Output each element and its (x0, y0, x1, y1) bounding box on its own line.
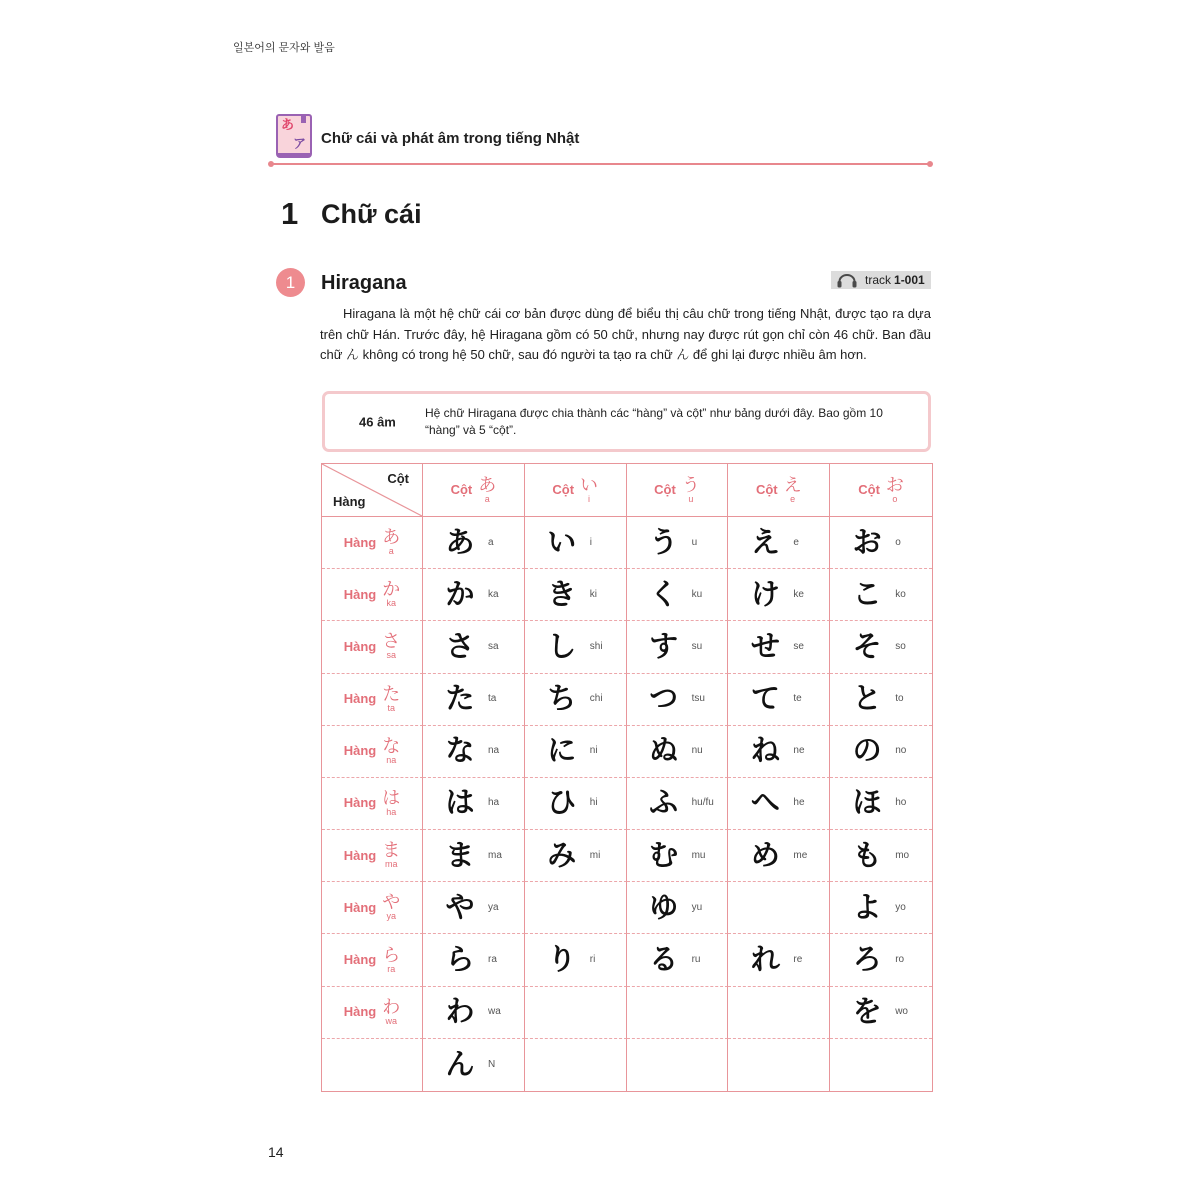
column-header-o (830, 464, 932, 517)
row-kana: か (382, 579, 401, 600)
romaji-label: ha (488, 797, 500, 809)
romaji-label: me (793, 849, 808, 861)
row-header-empty (322, 1039, 423, 1091)
kana-cell-ru (627, 934, 729, 986)
kana-glyph: え (750, 526, 780, 559)
row-kana: あ (382, 527, 401, 548)
column-header-a (423, 464, 525, 517)
romaji-label: se (793, 640, 804, 652)
empty-cell (728, 987, 830, 1039)
row-label: Hàng (343, 743, 377, 759)
kana-cell-shi (525, 621, 627, 673)
romaji-label: ki (589, 588, 598, 600)
romaji-label: ru (691, 954, 701, 966)
table-corner-cell (322, 464, 423, 517)
kana-glyph: も (852, 839, 882, 872)
kana-glyph: ろ (852, 944, 882, 977)
romaji-label: nu (691, 745, 703, 757)
romaji-label: ma (488, 849, 502, 861)
kana-glyph: や (445, 891, 475, 924)
romaji-label: ko (895, 588, 906, 600)
kana-cell-na (423, 726, 525, 778)
info-box-text: Hệ chữ Hiragana được chia thành các “hàng” và cột” như bảng dưới đây. Bao gồm 10 “hàng” và 5 “cột”. (425, 405, 883, 437)
track-code: 1-001 (894, 273, 925, 287)
row-label: Hàng (343, 638, 377, 654)
kana-cell-su (627, 621, 729, 673)
kana-cell-ra (423, 934, 525, 986)
column-romaji: i (588, 493, 591, 504)
kana-glyph: へ (750, 787, 780, 820)
row-romaji: ra (387, 963, 396, 974)
romaji-label: ro (895, 954, 905, 966)
romaji-label: yu (691, 901, 703, 913)
kana-cell-N (423, 1039, 525, 1091)
kana-glyph: わ (445, 996, 475, 1029)
column-romaji: u (688, 493, 694, 504)
romaji-label: ku (691, 588, 703, 600)
row-header-wa (322, 987, 423, 1039)
column-header-u (627, 464, 729, 517)
info-box (322, 391, 931, 452)
row-label: Hàng (343, 795, 377, 811)
kana-cell-o (830, 517, 932, 569)
kana-cell-te (728, 674, 830, 726)
kana-glyph: お (852, 526, 882, 559)
bookmark-ribbon (301, 114, 306, 123)
kana-glyph: ゆ (649, 891, 679, 924)
kana-cell-he (728, 778, 830, 830)
column-romaji: a (484, 493, 490, 504)
kana-cell-ku (627, 569, 729, 621)
romaji-label: mi (589, 849, 601, 861)
kana-cell-ne (728, 726, 830, 778)
divider-dot-right (927, 161, 933, 167)
row-kana: や (382, 892, 401, 913)
column-kana: い (580, 474, 599, 495)
row-label: Hàng (343, 952, 377, 968)
kana-glyph: ん (445, 1048, 475, 1081)
kana-cell-wa (423, 987, 525, 1039)
row-label: Hàng (343, 1004, 377, 1020)
kana-cell-ya (423, 882, 525, 934)
corner-row-label: Hàng (333, 494, 366, 509)
kana-cell-wo (830, 987, 932, 1039)
row-kana-stack (382, 787, 401, 817)
column-kana-stack (478, 474, 497, 504)
kana-cell-re (728, 934, 830, 986)
column-label: Cột (552, 482, 575, 497)
column-romaji: o (892, 493, 898, 504)
kana-cell-se (728, 621, 830, 673)
kana-glyph: そ (852, 630, 882, 663)
kana-glyph: め (750, 839, 780, 872)
row-kana-stack (382, 996, 401, 1026)
romaji-label: yo (895, 901, 906, 913)
romaji-label: he (793, 797, 805, 809)
section-divider (270, 163, 931, 165)
row-header-a (322, 517, 423, 569)
kana-glyph: ね (750, 735, 780, 768)
romaji-label: mo (895, 849, 910, 861)
row-header-ya (322, 882, 423, 934)
kana-glyph: れ (750, 944, 780, 977)
romaji-label: ta (488, 693, 497, 705)
audio-track-badge[interactable] (831, 271, 931, 289)
romaji-label: wo (895, 1006, 908, 1018)
empty-cell (627, 1039, 729, 1091)
chapter-title: Chữ cái (321, 199, 422, 229)
info-box-label: 46 âm (359, 414, 396, 429)
kana-cell-sa (423, 621, 525, 673)
row-kana: ら (382, 944, 401, 965)
romaji-label: wa (488, 1006, 501, 1018)
row-kana: わ (382, 996, 401, 1017)
romaji-label: re (793, 954, 803, 966)
kana-glyph: し (547, 630, 577, 663)
intro-paragraph: Hiragana là một hệ chữ cái cơ bản được dùng để biểu thị câu chữ trong tiếng Nhật, được tạo ra dựa trên chữ Hán. Trước đây, hệ Hiragana gồm có 50 chữ, nhưng nay được rút gọn chỉ còn 46 chữ. Ban đầu chữ ん không có trong hệ 50 chữ, sau đó người ta tạo ra chữ ん để ghi lại được nhiều âm hơn. (320, 306, 931, 362)
kana-glyph: う (649, 526, 679, 559)
kana-glyph: つ (649, 683, 679, 716)
row-kana-stack (382, 944, 401, 974)
divider-dot-left (268, 161, 274, 167)
kana-glyph: こ (852, 578, 882, 611)
row-romaji: ta (387, 702, 395, 713)
subsection-number-badge: 1 (276, 268, 305, 297)
column-label: Cột (654, 482, 676, 497)
running-header: 일본어의 문자와 발음 (233, 42, 335, 54)
column-kana: う (681, 474, 700, 495)
row-kana: は (382, 787, 401, 808)
column-kana: あ (478, 474, 497, 495)
kana-cell-a (423, 517, 525, 569)
row-label: Hàng (343, 847, 377, 863)
kana-cell-mu (627, 830, 729, 882)
kana-cell-to (830, 674, 932, 726)
row-header-na (322, 726, 423, 778)
row-romaji: sa (386, 650, 396, 661)
page-number: 14 (268, 1144, 284, 1160)
kana-cell-u (627, 517, 729, 569)
kana-glyph: た (445, 683, 475, 716)
kana-glyph: ぬ (649, 735, 679, 768)
romaji-label: chi (589, 693, 603, 705)
kana-glyph: ま (445, 839, 475, 872)
row-label: Hàng (343, 691, 377, 707)
empty-cell (830, 1039, 932, 1091)
column-kana-stack (885, 474, 904, 504)
row-kana: さ (382, 631, 401, 652)
romaji-label: tsu (691, 693, 705, 705)
kana-cell-yo (830, 882, 932, 934)
kana-glyph: ら (445, 944, 475, 977)
kana-glyph: る (649, 944, 679, 977)
column-label: Cột (858, 482, 880, 497)
row-header-ha (322, 778, 423, 830)
kana-glyph: ふ (649, 787, 679, 820)
romaji-label: ra (488, 954, 497, 966)
chapter-number: 1 (281, 196, 299, 231)
kana-glyph: せ (750, 630, 780, 663)
kana-cell-ki (525, 569, 627, 621)
romaji-label: N (488, 1058, 496, 1070)
romaji-label: mu (691, 849, 706, 861)
romaji-label: to (895, 693, 904, 705)
kana-glyph: ひ (547, 787, 577, 820)
kana-cell-so (830, 621, 932, 673)
kana-glyph: さ (445, 630, 475, 663)
kana-glyph: ち (547, 683, 577, 716)
kana-glyph: く (649, 578, 679, 611)
column-header-i (525, 464, 627, 517)
romaji-label: no (895, 745, 907, 757)
row-kana-stack (382, 842, 400, 869)
kana-cell-e (728, 517, 830, 569)
row-header-sa (322, 621, 423, 673)
row-label: Hàng (343, 899, 377, 915)
column-romaji: e (790, 493, 796, 504)
kana-glyph: よ (852, 891, 882, 924)
kana-glyph: あ (445, 526, 475, 559)
empty-cell (728, 882, 830, 934)
kana-glyph: と (852, 683, 882, 716)
row-romaji: ya (386, 911, 396, 922)
row-header-ma (322, 830, 423, 882)
romaji-label: a (488, 536, 494, 548)
romaji-label: ne (793, 745, 805, 757)
row-header-ka (322, 569, 423, 621)
row-romaji: wa (385, 1015, 397, 1026)
empty-cell (525, 987, 627, 1039)
kana-glyph: は (445, 787, 475, 820)
kana-cell-ma (423, 830, 525, 882)
row-kana-stack (382, 735, 401, 765)
kana-glyph: き (547, 578, 577, 611)
row-kana-stack (382, 683, 401, 713)
row-label: Hàng (343, 586, 377, 602)
kana-glyph: に (547, 735, 577, 768)
kana-cell-no (830, 726, 932, 778)
kana-cell-ro (830, 934, 932, 986)
kana-cell-ha (423, 778, 525, 830)
kana-cell-yu (627, 882, 729, 934)
track-label: track (865, 273, 892, 287)
row-romaji: na (386, 754, 397, 765)
romaji-label: so (895, 640, 906, 652)
kana-cell-ri (525, 934, 627, 986)
kana-cell-hu-fu (627, 778, 729, 830)
empty-cell (525, 882, 627, 934)
kana-glyph: を (852, 996, 882, 1029)
romaji-label: sa (488, 640, 499, 652)
kana-cell-tsu (627, 674, 729, 726)
romaji-label: ka (488, 588, 499, 600)
column-header-e (728, 464, 830, 517)
row-romaji: ma (384, 859, 398, 870)
empty-cell (627, 987, 729, 1039)
romaji-label: ke (793, 588, 804, 600)
romaji-label: e (793, 536, 799, 548)
kana-cell-mi (525, 830, 627, 882)
kana-glyph: み (547, 839, 577, 872)
column-kana-stack (681, 474, 700, 504)
column-kana: お (885, 474, 904, 495)
column-kana-stack (783, 474, 802, 504)
romaji-label: su (691, 640, 703, 652)
book-kana-icon (276, 114, 312, 158)
romaji-label: o (895, 536, 901, 548)
kana-glyph: な (445, 735, 475, 768)
kana-glyph: い (547, 526, 577, 559)
kana-cell-chi (525, 674, 627, 726)
romaji-label: hu/fu (691, 797, 714, 809)
kana-glyph: り (547, 944, 577, 977)
column-kana: え (783, 474, 802, 495)
row-header-ra (322, 934, 423, 986)
romaji-label: hi (589, 797, 598, 809)
kana-cell-ho (830, 778, 932, 830)
row-kana: な (382, 735, 401, 756)
row-romaji: a (388, 546, 394, 557)
kana-cell-ni (525, 726, 627, 778)
row-label: Hàng (343, 534, 377, 550)
column-kana-stack (580, 474, 599, 504)
kana-cell-me (728, 830, 830, 882)
row-romaji: ha (386, 806, 397, 817)
headphones-icon (836, 273, 858, 288)
row-kana-stack (382, 581, 400, 608)
row-kana: た (382, 683, 401, 704)
empty-cell (728, 1039, 830, 1091)
kana-cell-mo (830, 830, 932, 882)
kana-cell-ta (423, 674, 525, 726)
hiragana-table (321, 463, 933, 1092)
romaji-label: ni (589, 745, 598, 757)
row-header-ta (322, 674, 423, 726)
kana-glyph: け (750, 578, 780, 611)
kana-glyph: て (750, 683, 780, 716)
kana-cell-nu (627, 726, 729, 778)
row-kana: ま (382, 840, 401, 861)
section-title: Chữ cái và phát âm trong tiếng Nhật (321, 130, 580, 147)
kana-cell-ke (728, 569, 830, 621)
corner-column-label: Cột (387, 471, 409, 486)
row-romaji: ka (386, 598, 396, 609)
column-label: Cột (450, 482, 473, 497)
column-label: Cột (755, 482, 778, 497)
kana-cell-hi (525, 778, 627, 830)
empty-cell (525, 1039, 627, 1091)
icon-hiragana-glyph: あ (281, 117, 295, 132)
romaji-label: te (793, 693, 802, 705)
row-kana-stack (382, 529, 400, 556)
romaji-label: u (691, 536, 698, 548)
romaji-label: na (488, 745, 500, 757)
kana-glyph: か (445, 578, 475, 611)
kana-glyph: ほ (852, 787, 882, 820)
kana-glyph: の (852, 735, 882, 768)
romaji-label: i (589, 536, 593, 548)
row-kana-stack (382, 633, 400, 660)
kana-glyph: す (649, 630, 679, 663)
subsection-title: Hiragana (321, 272, 407, 294)
romaji-label: ri (589, 954, 596, 966)
icon-katakana-glyph: ア (292, 136, 306, 151)
romaji-label: ya (488, 901, 499, 913)
row-kana-stack (382, 894, 400, 921)
kana-glyph: む (649, 839, 679, 872)
kana-cell-ko (830, 569, 932, 621)
romaji-label: ho (895, 797, 907, 809)
kana-cell-i (525, 517, 627, 569)
kana-cell-ka (423, 569, 525, 621)
romaji-label: shi (589, 640, 603, 652)
